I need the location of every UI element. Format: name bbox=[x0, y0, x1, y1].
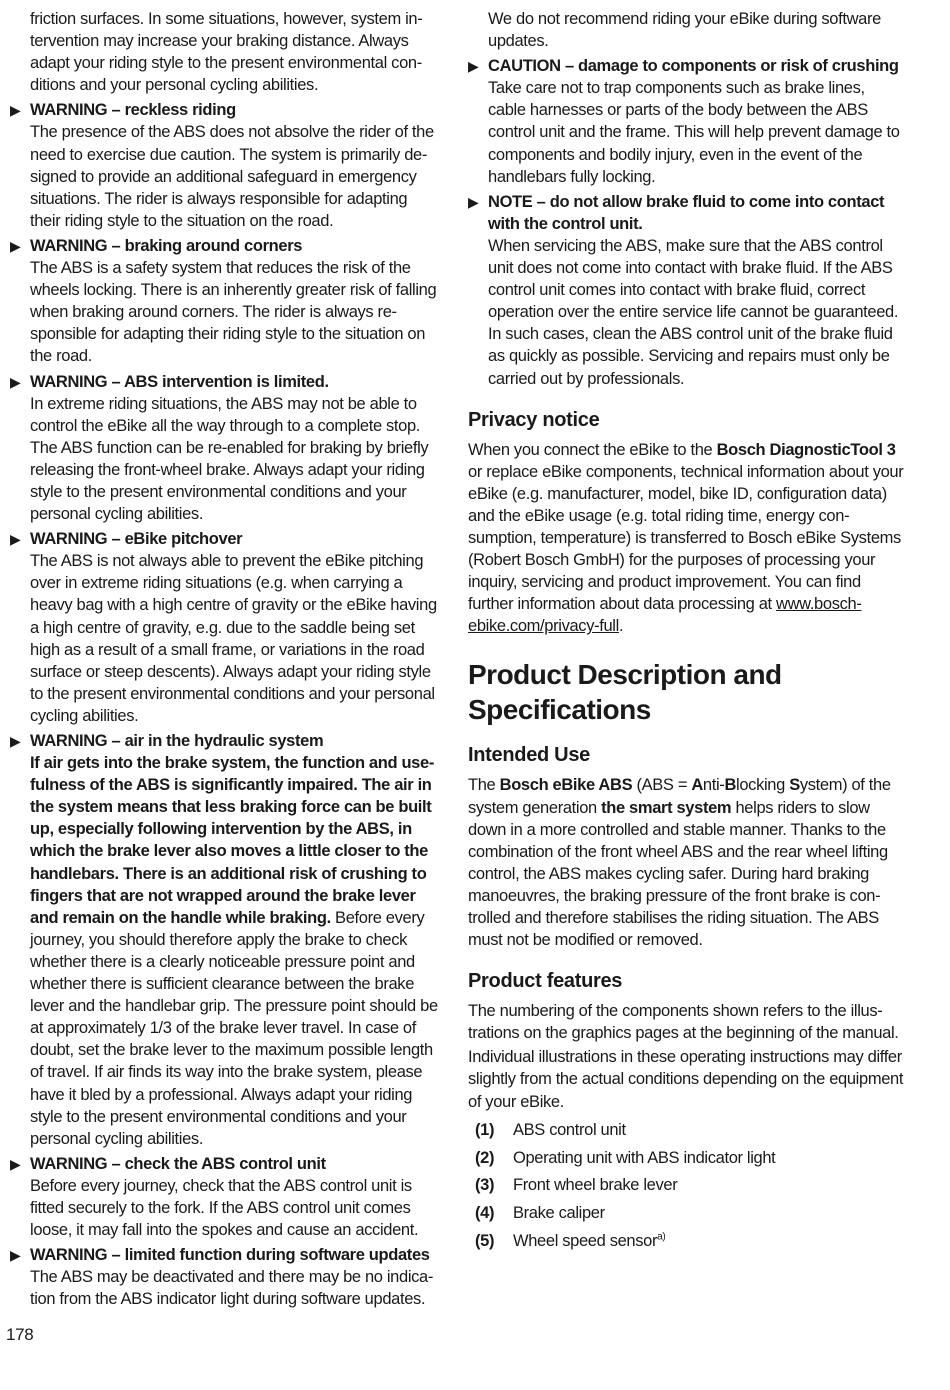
features-paragraph-1: The numbering of the components shown refers to the illustrations on the graphics pages at the beginning of the manual. bbox=[468, 1002, 899, 1043]
note-heading: NOTE – do not allow brake fluid to come into contact with the control unit. bbox=[488, 192, 885, 233]
warning-software-updates bbox=[10, 1244, 440, 1310]
component-number: (5) bbox=[475, 1232, 495, 1251]
iu-text: The bbox=[468, 776, 500, 795]
acronym-letter: B bbox=[724, 776, 737, 795]
component-list bbox=[468, 1119, 904, 1253]
warning-body: The presence of the ABS does not absolve the rider of the need to exercise due caution. The system is primarily designed to provide an additional safeguard in emergency situations. The rider is always responsible for adapting their riding style to the situation on the road. bbox=[30, 123, 434, 230]
warning-body: Before every journey, check that the ABS control unit is fitted securely to the fork. If the ABS control unit comes loose, it may fall into the spokes and cause an accident. bbox=[30, 1176, 419, 1240]
acronym-letter: A bbox=[691, 776, 703, 795]
privacy-text: . bbox=[618, 617, 624, 636]
iu-text: helps riders to slow down in a more controlled and stable manner. Thanks to the combination of the front wheel ABS and the rear wheel lifting control, the ABS makes cycling safer. During hard braking manoeuvres, the braking pressure of the front brake is controlled and therefore stabilises the riding situation. The ABS must not be modified or removed. bbox=[468, 798, 888, 950]
component-label: Brake caliper bbox=[513, 1204, 605, 1223]
warning-heading: WARNING – reckless riding bbox=[30, 101, 236, 120]
warning-body: The ABS may be deactivated and there may be no indication from the ABS indicator light during software updates. bbox=[30, 1268, 434, 1309]
privacy-notice-paragraph bbox=[468, 439, 904, 638]
bullet-triangle-icon: ▶ bbox=[468, 193, 479, 210]
warning-heading: WARNING – air in the hydraulic system bbox=[30, 732, 324, 750]
bullet-triangle-icon: ▶ bbox=[10, 373, 21, 390]
iu-text: (ABS = bbox=[632, 776, 692, 795]
section-title: Product Description and Specifications bbox=[468, 659, 782, 726]
continued-paragraph: We do not recommend riding your eBike during software updates. bbox=[488, 10, 881, 51]
product-features-heading: Product features bbox=[468, 970, 623, 993]
diagnostic-tool-name: Bosch DiagnosticTool 3 bbox=[716, 440, 896, 459]
warning-regular-text: Before every journey, you should therefore apply the brake to check whether there is a clearly noticeable pressure point and whether there is sufficient clearance between the brake lever and the handlebar grip. The pressure point should be at approximately 1/3 of the brake lever travel. In case of doubt, set the brake lever to the maximum possible length of travel. If air finds its way into the brake system, please have it bled by a professional. Always adapt your riding style to the present environmental conditions and your personal cycling abilities. bbox=[30, 908, 438, 1148]
system-name: the smart system bbox=[601, 798, 732, 817]
component-item bbox=[468, 1230, 904, 1252]
warning-heading: WARNING – check the ABS control unit bbox=[30, 1154, 326, 1173]
warning-heading: WARNING – eBike pitchover bbox=[30, 530, 243, 549]
warning-heading: WARNING – ABS intervention is limited. bbox=[30, 372, 329, 391]
warning-ebike-pitchover bbox=[10, 528, 440, 727]
warning-body: The ABS is not always able to prevent the eBike pitching over in extreme riding situations (e.g. when carrying a heavy bag with a high centre of gravity or the eBike having a high centre of gravity, e.g. due to the saddle being set high as a result of a small frame, or variations in the road surface or steep descents). Always adapt your riding style to the present environmental conditions and your personal cycling abilities. bbox=[30, 552, 437, 725]
page-number: 178 bbox=[6, 1325, 34, 1344]
warning-heading: WARNING – braking around corners bbox=[30, 236, 303, 255]
iu-text: locking bbox=[736, 776, 790, 795]
note-body: When servicing the ABS, make sure that the ABS control unit does not come into contact with brake fluid. If the ABS control unit comes into contact with brake fluid, correct operation over the entire service life cannot be guaranteed. In such cases, clean the ABS control unit of the brake fluid as quickly as possible. Servicing and repairs must only be carried out by professionals. bbox=[488, 236, 899, 388]
bullet-triangle-icon: ▶ bbox=[10, 1247, 21, 1264]
bullet-triangle-icon: ▶ bbox=[10, 102, 21, 119]
component-item bbox=[468, 1119, 904, 1141]
bullet-triangle-icon: ▶ bbox=[468, 58, 479, 75]
component-item bbox=[468, 1147, 904, 1169]
intro-paragraph: friction surfaces. In some situations, however, system intervention may increase your braking distance. Always adapt your riding style to the present environmental conditions and your personal cycling abilities. bbox=[30, 10, 423, 95]
component-label: Wheel speed sensor bbox=[513, 1232, 658, 1251]
warning-reckless-riding bbox=[10, 99, 440, 232]
component-number: (1) bbox=[475, 1120, 495, 1139]
intended-use-paragraph bbox=[468, 774, 904, 951]
component-label: ABS control unit bbox=[513, 1120, 626, 1139]
note-brake-fluid bbox=[468, 191, 904, 390]
warning-heading: WARNING – limited function during software updates bbox=[30, 1246, 430, 1265]
left-column bbox=[10, 8, 440, 1310]
component-number: (4) bbox=[475, 1204, 495, 1223]
warning-body: The ABS is a safety system that reduces the risk of the wheels locking. There is an inherently greater risk of falling when braking around corners. The rider is always responsible for adapting their riding style to the situation on the road. bbox=[30, 259, 437, 366]
caution-body: Take care not to trap components such as brake lines, cable harnesses or parts of the body between the ABS control unit and the frame. This will help prevent damage to components and bodily injury, even in the event of the handlebars fully locking. bbox=[488, 79, 900, 186]
privacy-text: When you connect the eBike to the bbox=[468, 440, 717, 459]
component-number: (3) bbox=[475, 1176, 495, 1195]
component-label: Front wheel brake lever bbox=[513, 1176, 678, 1195]
bullet-triangle-icon: ▶ bbox=[10, 1155, 21, 1172]
component-item bbox=[468, 1202, 904, 1224]
product-name: Bosch eBike ABS bbox=[499, 776, 633, 795]
privacy-text: or replace eBike components, technical information about your eBike (e.g. manufacturer, model, bike ID, configuration data) and the eBike usage (e.g. total riding time, energy consumption, temperature) is transferred to Bosch eBike Systems (Robert Bosch GmbH) for the purposes of processing your inquiry, servicing and product improvement. You can find further information about data processing at bbox=[468, 462, 904, 614]
features-paragraph-2: Individual illustrations in these operating instructions may differ slightly from the actual conditions depending on the equipment of your eBike. bbox=[468, 1048, 904, 1111]
privacy-notice-heading: Privacy notice bbox=[468, 408, 600, 431]
bullet-triangle-icon: ▶ bbox=[10, 237, 21, 254]
warning-abs-intervention-limited bbox=[10, 371, 440, 526]
warning-air-in-hydraulic-system bbox=[10, 730, 440, 1150]
caution-damage-components bbox=[468, 55, 904, 188]
bullet-triangle-icon: ▶ bbox=[10, 531, 21, 548]
acronym-letter: S bbox=[789, 776, 800, 795]
component-item bbox=[468, 1174, 904, 1196]
privacy-link[interactable]: www.bosch-ebike.com/privacy-full bbox=[468, 595, 862, 636]
warning-bold-text: If air gets into the brake system, the function and usefulness of the ABS is significantly impaired. The air in the system means that less braking force can be built up, especially following intervention by the ABS, in which the brake lever also moves a little closer to the handlebars. There is an additional risk of crushing to fingers that are not wrapped around the brake lever and remain on the handle while braking. bbox=[30, 754, 435, 927]
iu-text: nti- bbox=[702, 776, 725, 795]
warning-body bbox=[30, 752, 440, 1150]
iu-text: ystem) of the system generation bbox=[468, 776, 891, 817]
warning-braking-around-corners bbox=[10, 235, 440, 368]
intended-use-heading: Intended Use bbox=[468, 744, 590, 767]
warning-check-abs-control-unit bbox=[10, 1153, 440, 1241]
caution-heading: CAUTION – damage to components or risk of crushing bbox=[488, 57, 899, 76]
component-number: (2) bbox=[475, 1148, 495, 1167]
bullet-triangle-icon: ▶ bbox=[10, 733, 21, 749]
right-column bbox=[468, 8, 904, 1258]
warning-body: In extreme riding situations, the ABS may not be able to control the eBike all the way through to a complete stop. The ABS function can be re-enabled for braking by briefly releasing the front-wheel brake. Always adapt your riding style to the present environmental conditions and your personal cycling abilities. bbox=[30, 394, 429, 524]
component-label: Operating unit with ABS indicator light bbox=[513, 1148, 776, 1167]
footnote-marker: a) bbox=[657, 1231, 666, 1243]
